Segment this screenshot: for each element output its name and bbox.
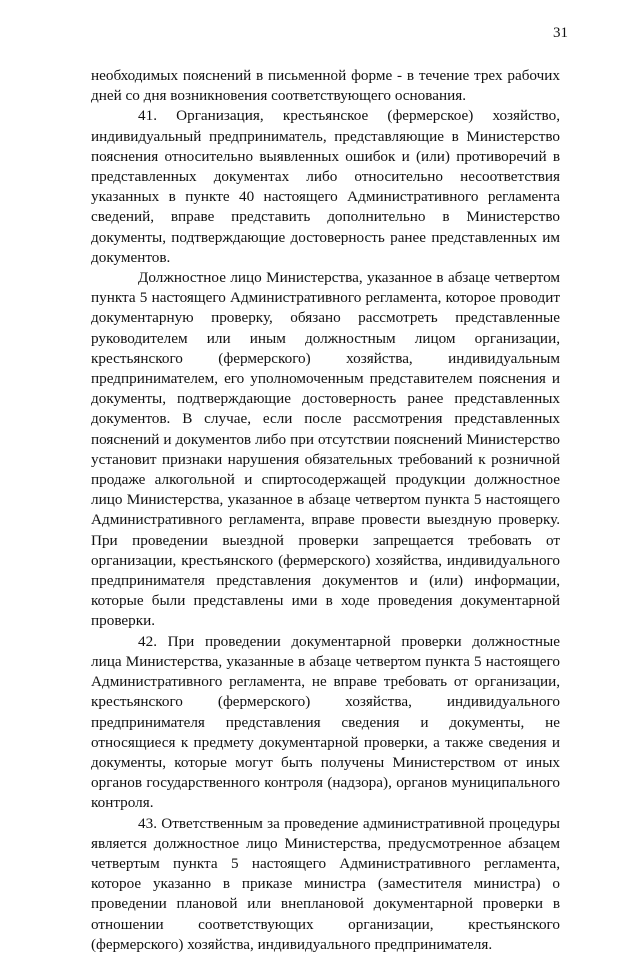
page-number: 31 xyxy=(553,25,568,41)
paragraph-official-review: Должностное лицо Министерства, указанное в абзаце четвертом пункта 5 настоящего Административного регламента, которое проводит документарную проверку, обязано рассмотреть представленные руководителем или иным должностным лицом организации, крестьянского (фермерского) хозяйства, индивидуальным предпринимателем, его уполномоченным представителем пояснения и документы, подтверждающие достоверность ранее представленных документов. В случае, если после рассмотрения представленных пояснений и документов либо при отсутствии пояснений Министерство установит признаки нарушения обязательных требований к розничной продаже алкогольной и спиртосодержащей продукции должностное лицо Министерства, указанное в абзаце четвертом пункта 5 настоящего Административного регламента, вправе провести выездную проверку. При проведении выездной проверки запрещается требовать от организации, крестьянского (фермерского) хозяйства, индивидуального предпринимателя представления документов и (или) информации, которые были представлены ими в ходе проведения документарной проверки. xyxy=(91,269,560,630)
paragraph-continuation: необходимых пояснений в письменной форме - в течение трех рабочих дней со дня возникновения соответствующего основания. xyxy=(91,67,560,105)
paragraph-41: 41. Организация, крестьянское (фермерское) хозяйство, индивидуальный предприниматель, представляющие в Министерство пояснения относительно выявленных ошибок и (или) противоречий в представленных документах либо относительно несоответствия указанных в пункте 40 настоящего Административного регламента сведений, вправе представить дополнительно в Министерство документы, подтверждающие достоверность ранее представленных им документов. xyxy=(91,107,560,266)
paragraph-42: 42. При проведении документарной проверки должностные лица Министерства, указанные в абзаце четвертом пункта 5 настоящего Административного регламента, не вправе требовать от организации, крестьянского (фермерского) хозяйства, индивидуального предпринимателя представления сведения и документы, не относящиеся к предмету документарной проверки, а также сведения и документы, которые могут быть получены Министерством от иных органов государственного контроля (надзора), органов муниципального контроля. xyxy=(91,632,560,812)
paragraph-43: 43. Ответственным за проведение административной процедуры является должностное лицо Министерства, предусмотренное абзацем четвертым пункта 5 настоящего Административного регламента, которое указанно в приказе министра (заместителя министра) о проведении плановой или внеплановой документарной проверки в отношении соответствующих организации, крестьянского (фермерского) хозяйства, индивидуального предпринимателя. xyxy=(91,814,560,953)
document-body xyxy=(91,66,560,955)
